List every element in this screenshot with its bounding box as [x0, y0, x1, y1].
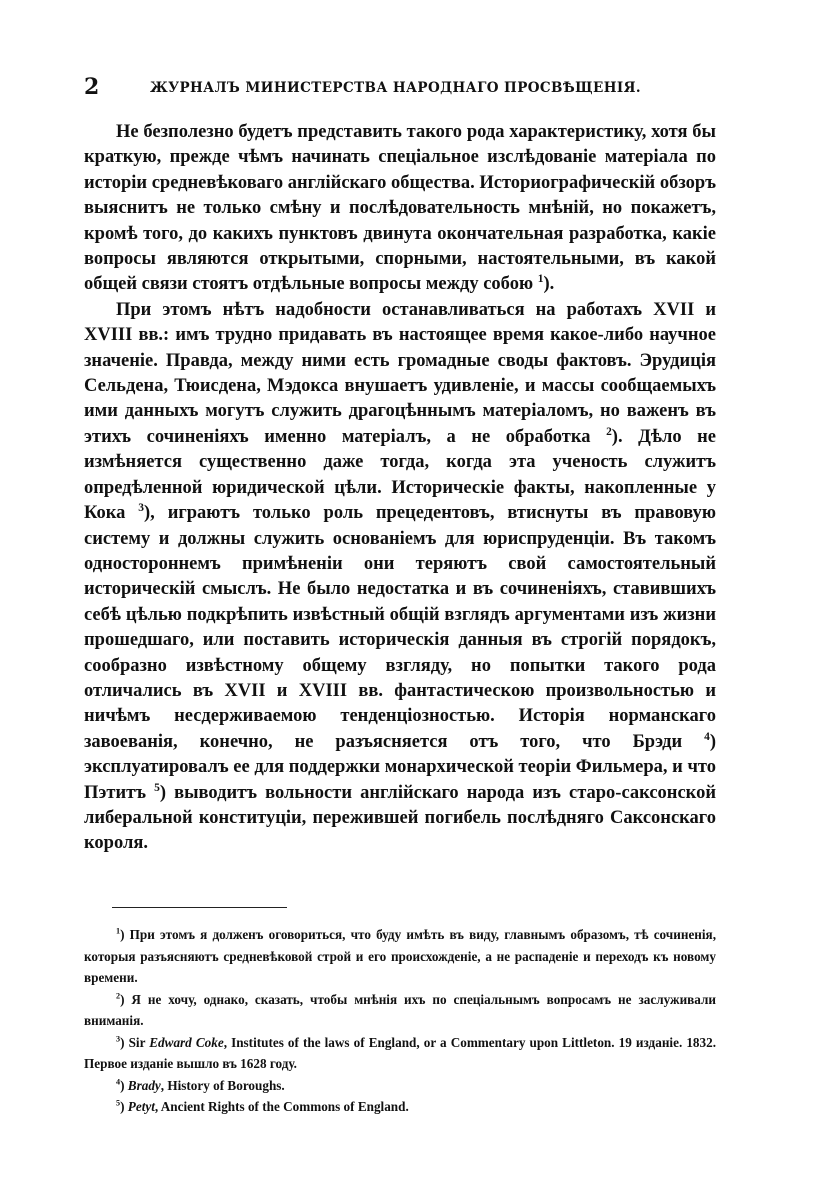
main-text [84, 120, 716, 857]
footnote-ref-1[interactable]: 1 [537, 273, 544, 286]
footnote-3 [84, 1032, 716, 1075]
running-title: ЖУРНАЛЪ МИНИСТЕРСТВА НАРОДНАГО ПРОСВѢЩЕНІЯ. [150, 80, 641, 96]
footnote-mark: 5 [116, 1098, 121, 1108]
footnote-mark: 4 [116, 1077, 121, 1087]
footnote-text: ) При этомъ я долженъ оговориться, что буду имѣть въ виду, главнымъ образомъ, тѣ сочиненія, которыя разъясняютъ средневѣковой строй и его происхожденіе, а не распаденіе и переходъ къ новому времени. [84, 927, 716, 985]
footnotes [84, 924, 716, 1118]
footnote-mark: 3 [116, 1034, 121, 1044]
footnote-text: ) [120, 1077, 128, 1093]
footnote-divider [112, 907, 287, 908]
paragraph-2-text-e: ) выводитъ вольности англійскаго народа изъ старо-саксонской либеральной конституціи, пережившей погибель послѣдняго Саксонскаго короля. [84, 782, 717, 854]
footnote-ref-5[interactable]: 5 [154, 781, 160, 794]
paragraph-2-text-c: ), играютъ только роль прецедентовъ, втиснуты въ правовую систему и должны служить основаніемъ для юриспруденціи. Въ такомъ одностороннемъ примѣненіи они теряютъ свой самостоятельный историческій смыслъ. Не было недостатка и въ сочиненіяхъ, ставившихъ себѣ цѣлью подкрѣпить извѣстный общій взглядъ аргументами изъ жизни прошедшаго, или поставить историческія данныя въ строгій порядокъ, сообразно извѣстному общему взгляду, но попытки такого рода отличались въ XVII и XVIII вв. фантастическою произвольностью и ничѣмъ несдерживаемою тенденціозностью. Исторія норманскаго завоеванія, конечно, не разъясняется отъ того, что Брэди [84, 503, 717, 752]
footnote-5 [84, 1096, 716, 1118]
paragraph-2-text-a: При этомъ нѣтъ надобности останавливаться на работахъ XVII и XVIII вв.: имъ трудно придавать въ настоящее время какое-либо научное значеніе. Правда, между ними есть громадные своды фактовъ. Эрудиція Сельдена, Тюисдена, Мэдокса внушаетъ удивленіе, и массы сообщаемыхъ ими данныхъ могутъ служить драгоцѣннымъ матеріаломъ, но важенъ въ этихъ сочиненіяхъ именно матеріалъ, а не обработка [84, 299, 716, 447]
footnote-ref-4[interactable]: 4 [704, 730, 710, 743]
page-number: 2 [84, 74, 100, 100]
footnote-text: ) Я не хочу, однако, сказать, чтобы мнѣнія ихъ по спеціальнымъ вопросамъ не заслуживали вниманія. [84, 991, 716, 1028]
footnote-author: Edward Coke [149, 1034, 224, 1050]
footnote-text: ) Sir [120, 1034, 150, 1050]
paragraph-2 [84, 298, 716, 857]
paragraph-1 [84, 120, 716, 298]
footnote-mark: 2 [116, 991, 121, 1001]
footnote-2 [84, 989, 716, 1032]
footnote-text: , History of Boroughs. [160, 1077, 285, 1093]
footnote-text: ) [120, 1099, 128, 1114]
paragraph-1-end: ). [543, 274, 555, 295]
footnote-author: Petyt [127, 1099, 155, 1114]
paragraph-1-text: Не безполезно будетъ представить такого рода характеристику, хотя бы краткую, прежде чѣмъ начинать спеціальное изслѣдованіе матеріала по исторіи средневѣковаго англійскаго общества. Историографическій обзоръ выяснитъ не только смѣну и послѣдовательность мнѣній, но покажетъ, кромѣ того, до какихъ пунктовъ двинута окончательная разработка, какіе вопросы являются открытыми, спорными, настоятельными, въ какой общей связи стоятъ отдѣльные вопросы между собою [84, 122, 716, 295]
paragraph-2-text-b: ). Дѣло не измѣняется существенно даже тогда, когда эта ученость служитъ опредѣленной юридической цѣли. Историческіе факты, накопленные у Кока [84, 426, 716, 524]
footnote-author: Brady [127, 1077, 161, 1093]
footnote-text: , Institutes of the laws of England, or a Commentary upon Littleton. 19 изданіе. 1832. Первое изданіе вышло въ 1628 году. [84, 1034, 716, 1071]
footnote-text: , Ancient Rights of the Commons of England. [154, 1099, 409, 1114]
paragraph-2-text-d: ) эксплуатировалъ ее для поддержки монархической теоріи Фильмера, и что Пэтитъ [84, 731, 717, 803]
footnote-ref-2[interactable]: 2 [606, 425, 612, 438]
footnote-4 [84, 1075, 716, 1097]
footnote-mark: 1 [116, 926, 121, 936]
footnote-ref-3[interactable]: 3 [138, 501, 145, 514]
footnote-1 [84, 924, 716, 989]
